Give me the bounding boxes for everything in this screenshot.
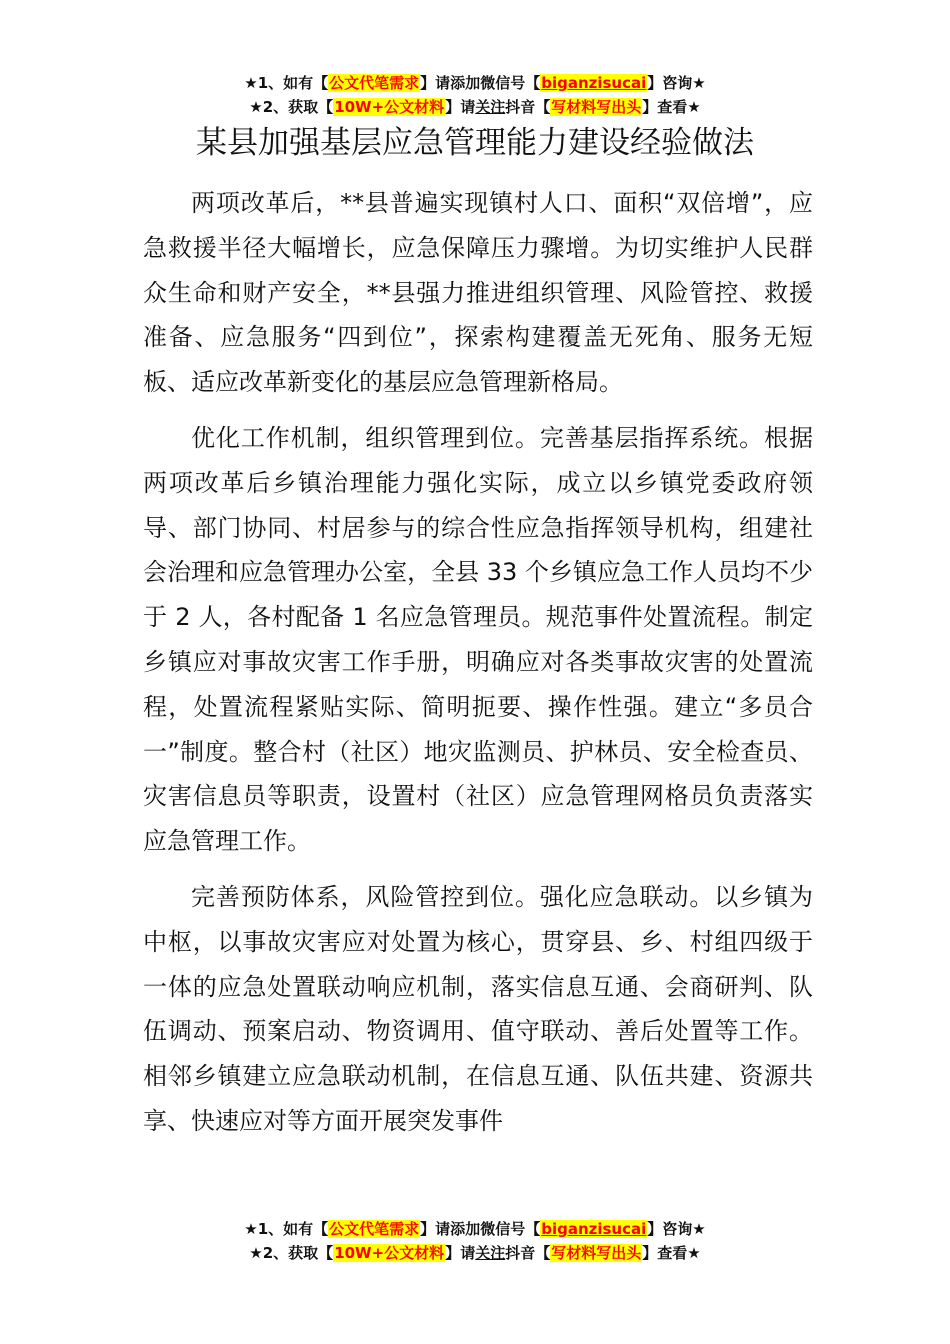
footer-banner bbox=[0, 1217, 950, 1265]
header-highlight-douyin: 写材料写出头 bbox=[551, 98, 642, 116]
footer-highlight-wechat: biganzisucai bbox=[541, 1220, 647, 1238]
header-banner bbox=[0, 71, 950, 119]
document-body bbox=[143, 181, 813, 1155]
footer-banner-line-2: ★2、获取【10W+公文材料】请关注抖音【写材料写出头】查看★ bbox=[249, 1244, 701, 1262]
header-banner-line-1: ★1、如有【公文代笔需求】请添加微信号【biganzisucai】咨询★ bbox=[244, 74, 706, 92]
footer-highlight-service: 公文代笔需求 bbox=[329, 1220, 420, 1238]
footer-highlight-douyin: 写材料写出头 bbox=[551, 1244, 642, 1262]
header-highlight-service: 公文代笔需求 bbox=[329, 74, 420, 92]
paragraph: 完善预防体系，风险管控到位。强化应急联动。以乡镇为中枢，以事故灾害应对处置为核心，贯穿县、乡、村组四级于一体的应急处置联动响应机制，落实信息互通、会商研判、队伍调动、预案启动、物资调用、值守联动、善后处置等工作。相邻乡镇建立应急联动机制，在信息互通、队伍共建、资源共享、快速应对等方面开展突发事件 bbox=[143, 882, 813, 1135]
header-highlight-materials: 10W+公文材料 bbox=[334, 98, 445, 116]
header-highlight-wechat: biganzisucai bbox=[541, 74, 647, 92]
document-title: 某县加强基层应急管理能力建设经验做法 bbox=[196, 125, 754, 161]
footer-banner-line-1: ★1、如有【公文代笔需求】请添加微信号【biganzisucai】咨询★ bbox=[244, 1220, 706, 1238]
header-banner-line-2: ★2、获取【10W+公文材料】请关注抖音【写材料写出头】查看★ bbox=[249, 98, 701, 116]
paragraph: 两项改革后，**县普遍实现镇村人口、面积“双倍增”，应急救援半径大幅增长，应急保障压力骤增。为切实维护人民群众生命和财产安全，**县强力推进组织管理、风险管控、救援准备、应急服务“四到位”，探索构建覆盖无死角、服务无短板、适应改革新变化的基层应急管理新格局。 bbox=[143, 189, 813, 397]
paragraph: 优化工作机制，组织管理到位。完善基层指挥系统。根据两项改革后乡镇治理能力强化实际，成立以乡镇党委政府领导、部门协同、村居参与的综合性应急指挥领导机构，组建社会治理和应急管理办公室，全县 33 个乡镇应急工作人员均不少于 2 人，各村配备 1 名应急管理员。规范事件处置流程。制定乡镇应对事故灾害工作手册，明确应对各类事故灾害的处置流程，处置流程紧贴实际、简明扼要、操作性强。建立“多员合一”制度。整合村（社区）地灾监测员、护林员、安全检查员、灾害信息员等职责，设置村（社区）应急管理网格员负责落实应急管理工作。 bbox=[143, 423, 813, 856]
footer-highlight-materials: 10W+公文材料 bbox=[334, 1244, 445, 1262]
